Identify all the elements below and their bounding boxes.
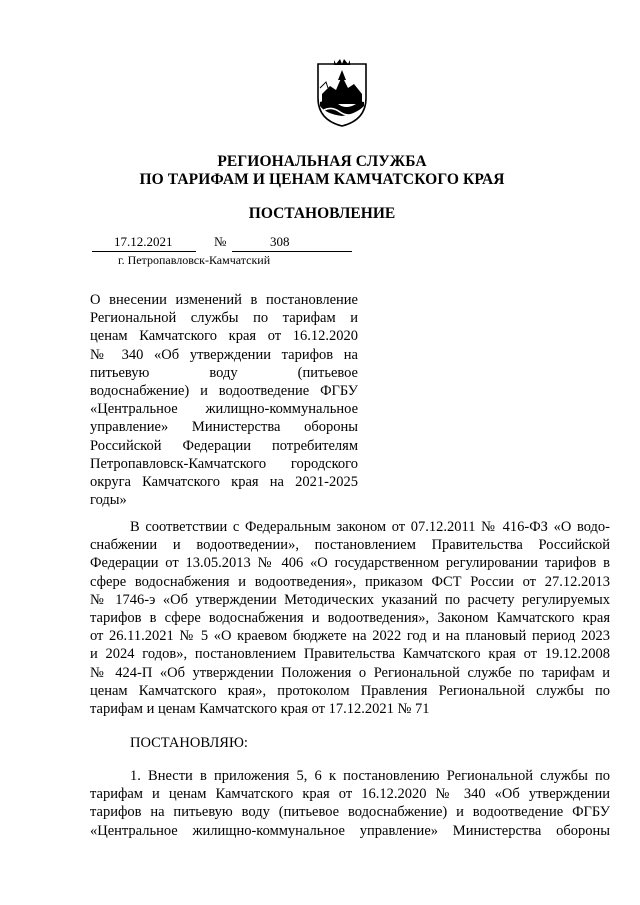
subject-line: Российской Федерации потребителям bbox=[90, 437, 358, 454]
subject-line: округа Камчатского края на 2021-2025 bbox=[90, 473, 358, 490]
kamchatka-coat-of-arms-icon bbox=[316, 58, 368, 128]
preamble-line: от 26.11.2021 № 5 «О краевом бюджете на 2022 год и на плановый период 2023 bbox=[90, 628, 610, 645]
subject-line: годы» bbox=[90, 492, 127, 509]
preamble-line: Федерации от 13.05.2013 № 406 «О государственном регулировании тарифов в bbox=[90, 555, 610, 572]
subject-line: Региональной службы по тарифам и bbox=[90, 310, 358, 327]
subject-line: № 340 «Об утверждении тарифов на bbox=[90, 346, 358, 363]
item1-line: тарифов на питьевую воду (питьевое водоснабжение) и водоотведение ФГБУ bbox=[90, 804, 610, 821]
item1-line: тарифам и ценам Камчатского края от 16.12.2020 № 340 «Об утверждении bbox=[90, 786, 610, 803]
document-city: г. Петропавловск-Камчатский bbox=[118, 253, 271, 267]
subject-line: питьевую воду (питьевое bbox=[90, 364, 358, 381]
preamble-line: № 424-П «Об утверждении Положения о Региональной службе по тарифам и bbox=[90, 664, 610, 681]
preamble-line: ценам Камчатского края», протоколом Правления Региональной службы по bbox=[90, 682, 610, 699]
preamble-paragraph bbox=[90, 518, 610, 718]
subject-line: управление» Министерства обороны bbox=[90, 419, 358, 436]
item1-paragraph bbox=[90, 767, 610, 840]
document-type-title: ПОСТАНОВЛЕНИЕ bbox=[248, 205, 396, 222]
item1-line: «Центральное жилищно-коммунальное управление» Министерства обороны bbox=[90, 822, 610, 839]
document-subject bbox=[90, 291, 358, 509]
number-underline bbox=[232, 251, 352, 252]
date-underline bbox=[92, 251, 196, 252]
preamble-line: тарифов в сфере водоснабжения и водоотведения», Законом Камчатского края bbox=[90, 609, 610, 626]
preamble-line: снабжении и водоотведении», постановлением Правительства Российской bbox=[90, 537, 610, 554]
number-sign: № bbox=[214, 234, 227, 249]
organization-name-line1: РЕГИОНАЛЬНАЯ СЛУЖБА bbox=[217, 153, 427, 170]
document-number: 308 bbox=[270, 234, 290, 249]
resolve-word: ПОСТАНОВЛЯЮ: bbox=[130, 735, 248, 751]
document-meta bbox=[92, 234, 352, 268]
preamble-line: и 2024 годов», постановлением Правительства Камчатского края от 19.12.2008 bbox=[90, 646, 610, 663]
item1-line: 1. Внести в приложения 5, 6 к постановлению Региональной службы по bbox=[130, 768, 610, 784]
preamble-line: сфере водоснабжения и водоотведения», приказом ФСТ России от 27.12.2013 bbox=[90, 573, 610, 590]
subject-line: «Центральное жилищно-коммунальное bbox=[90, 401, 358, 418]
subject-line: Петропавловск-Камчатского городского bbox=[90, 455, 358, 472]
preamble-line: В соответствии с Федеральным законом от 07.12.2011 № 416-ФЗ «О водо- bbox=[130, 519, 610, 535]
preamble-line: тарифам и ценам Камчатского края от 17.12.2021 № 71 bbox=[90, 700, 430, 717]
subject-line: О внесении изменений в постановление bbox=[90, 292, 358, 308]
document-date: 17.12.2021 bbox=[114, 234, 173, 249]
preamble-line: № 1746-э «Об утверждении Методических указаний по расчету регулируемых bbox=[90, 591, 610, 608]
organization-name-line2: ПО ТАРИФАМ И ЦЕНАМ КАМЧАТСКОГО КРАЯ bbox=[139, 171, 505, 188]
subject-line: водоснабжение) и водоотведение ФГБУ bbox=[90, 382, 358, 399]
subject-line: ценам Камчатского края от 16.12.2020 bbox=[90, 328, 358, 345]
